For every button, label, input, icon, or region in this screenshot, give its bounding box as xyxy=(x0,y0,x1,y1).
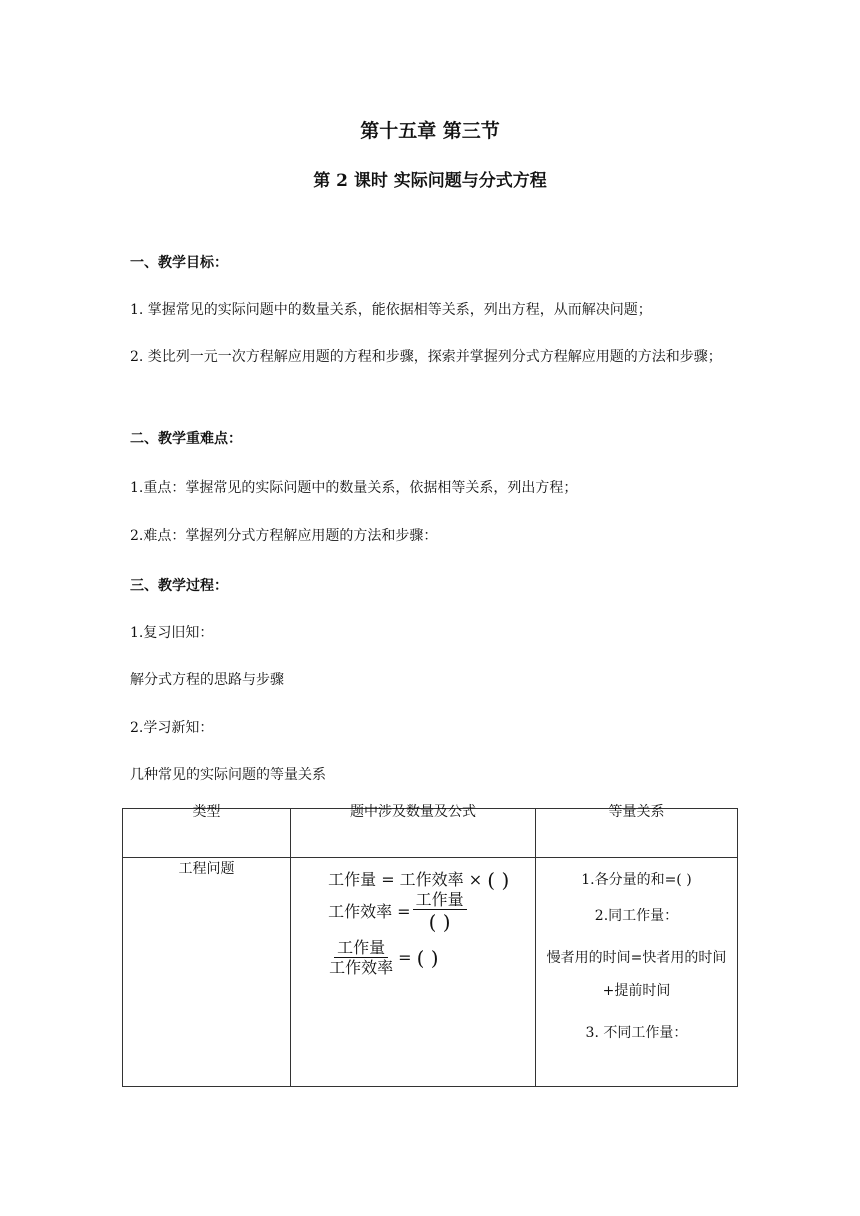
section-heading-objectives: 一、教学目标： xyxy=(130,255,228,271)
cell-formulas xyxy=(291,858,536,1087)
header-cell-type: 类型 xyxy=(123,809,291,858)
relation-time-equation: 慢者用的时间=快者用的时间+提前时间 xyxy=(546,950,727,999)
formula-time: $\frac{\text{工作量}}{\text{工作效率}}$ = ( ) xyxy=(329,938,439,977)
formula-efficiency: 工作效率 = $\frac{\text{工作量}}{( )}$ xyxy=(328,892,535,932)
objective-item-2: 2. 类比列一元一次方程解应用题的方程和步骤，探索并掌握列分式方程解应用题的方法和步骤； xyxy=(130,349,722,365)
chapter-title: 第十五章 第三节 xyxy=(360,120,500,142)
table-row xyxy=(123,858,738,1087)
formula-work-amount: 工作量 = 工作效率 × ( ) xyxy=(328,868,510,892)
relation-different-work: 3. 不同工作量： xyxy=(585,1025,688,1041)
cell-relations xyxy=(535,858,737,1087)
process-item-2: 解分式方程的思路与步骤 xyxy=(130,672,284,688)
section-heading-key-points: 二、教学重难点： xyxy=(130,431,242,447)
header-cell-quantities: 题中涉及数量及公式 xyxy=(291,809,536,858)
relation-same-work: 2.同工作量： xyxy=(594,908,679,924)
process-item-4: 几种常见的实际问题的等量关系 xyxy=(130,767,326,783)
cell-problem-type: 工程问题 xyxy=(123,858,291,1087)
key-point-item-1: 1.重点：掌握常见的实际问题中的数量关系，依据相等关系，列出方程； xyxy=(130,480,578,496)
key-point-item-2: 2.难点：掌握列分式方程解应用题的方法和步骤： xyxy=(130,528,438,544)
section-heading-process: 三、教学过程： xyxy=(130,578,228,594)
process-item-3: 2.学习新知： xyxy=(130,720,214,736)
header-cell-relations: 等量关系 xyxy=(535,809,737,858)
equivalence-table xyxy=(122,804,738,1087)
relation-sum: 1.各分量的和=( ) xyxy=(581,872,692,888)
objective-item-1: 1. 掌握常见的实际问题中的数量关系，能依据相等关系，列出方程，从而解决问题； xyxy=(130,302,652,318)
lesson-subtitle: 第 2 课时 实际问题与分式方程 xyxy=(313,171,547,191)
table-header-row xyxy=(123,809,738,858)
process-item-1: 1.复习旧知： xyxy=(130,625,214,641)
